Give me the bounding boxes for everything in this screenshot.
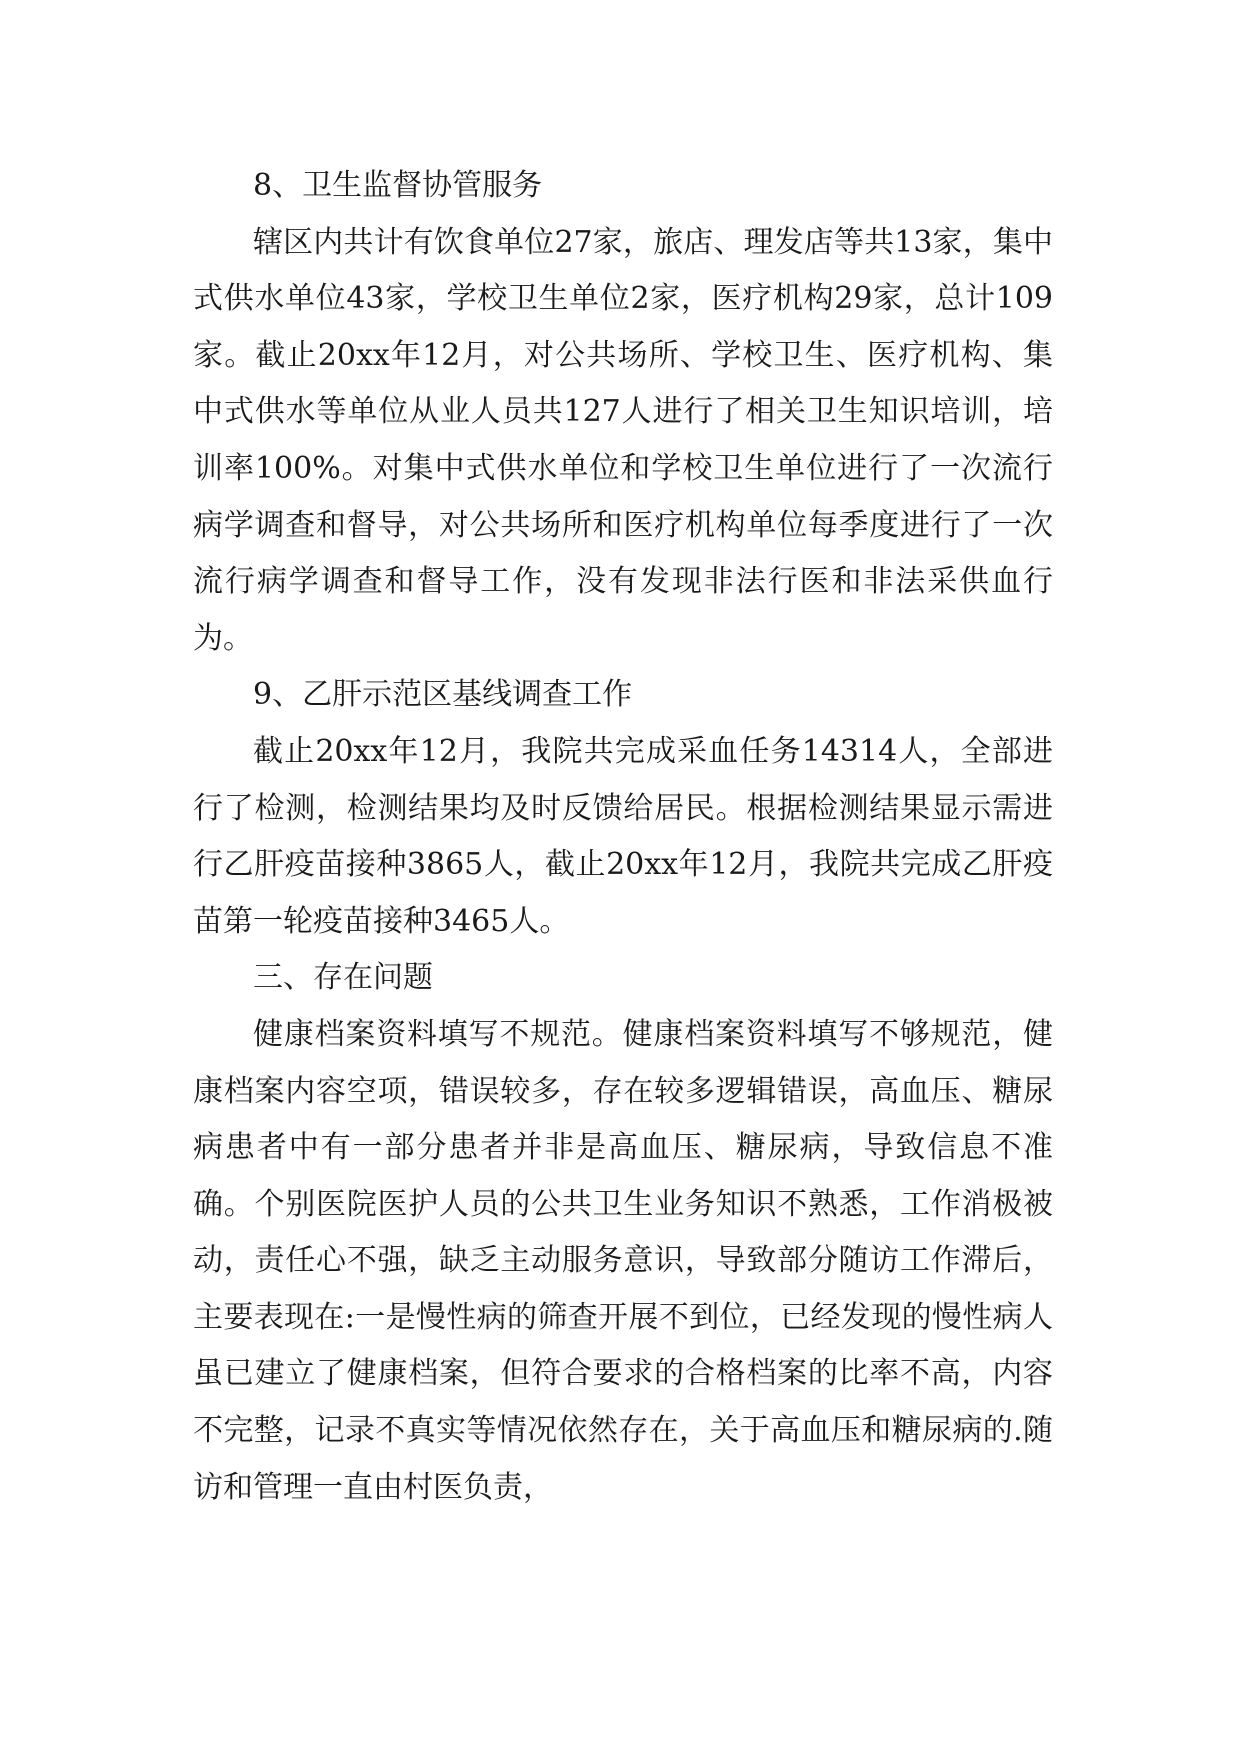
- paragraph-health-supervision: 辖区内共计有饮食单位27家，旅店、理发店等共13家，集中式供水单位43家，学校卫生单位2家，医疗机构29家，总计109家。截止20xx年12月，对公共场所、学校卫生、医疗机构、集中式供水等单位从业人员共127人进行了相关卫生知识培训，培训率100%。对集中式供水单位和学校卫生单位进行了一次流行病学调查和督导，对公共场所和医疗机构单位每季度进行了一次流行病学调查和督导工作，没有发现非法行医和非法采供血行为。: [193, 224, 1053, 656]
- section-heading-hepatitis-survey: 9、乙肝示范区基线调查工作: [253, 677, 633, 713]
- section-heading-existing-problems: 三、存在问题: [253, 960, 433, 996]
- section-heading-health-supervision: 8、卫生监督协管服务: [253, 168, 543, 203]
- document-body: [193, 158, 1053, 1516]
- paragraph-existing-problems: 健康档案资料填写不规范。健康档案资料填写不够规范，健康档案内容空项，错误较多，存在较多逻辑错误，高血压、糖尿病患者中有一部分患者并非是高血压、糖尿病，导致信息不准确。个别医院医护人员的公共卫生业务知识不熟悉，工作消极被动，责任心不强，缺乏主动服务意识，导致部分随访工作滞后，主要表现在:一是慢性病的筛查开展不到位，已经发现的慢性病人虽已建立了健康档案，但符合要求的合格档案的比率不高，内容不完整，记录不真实等情况依然存在，关于高血压和糖尿病的.随访和管理一直由村医负责，: [193, 1016, 1053, 1505]
- paragraph-hepatitis-survey: 截止20xx年12月，我院共完成采血任务14314人，全部进行了检测，检测结果均及时反馈给居民。根据检测结果显示需进行乙肝疫苗接种3865人，截止20xx年12月，我院共完成乙肝疫苗第一轮疫苗接种3465人。: [193, 733, 1053, 939]
